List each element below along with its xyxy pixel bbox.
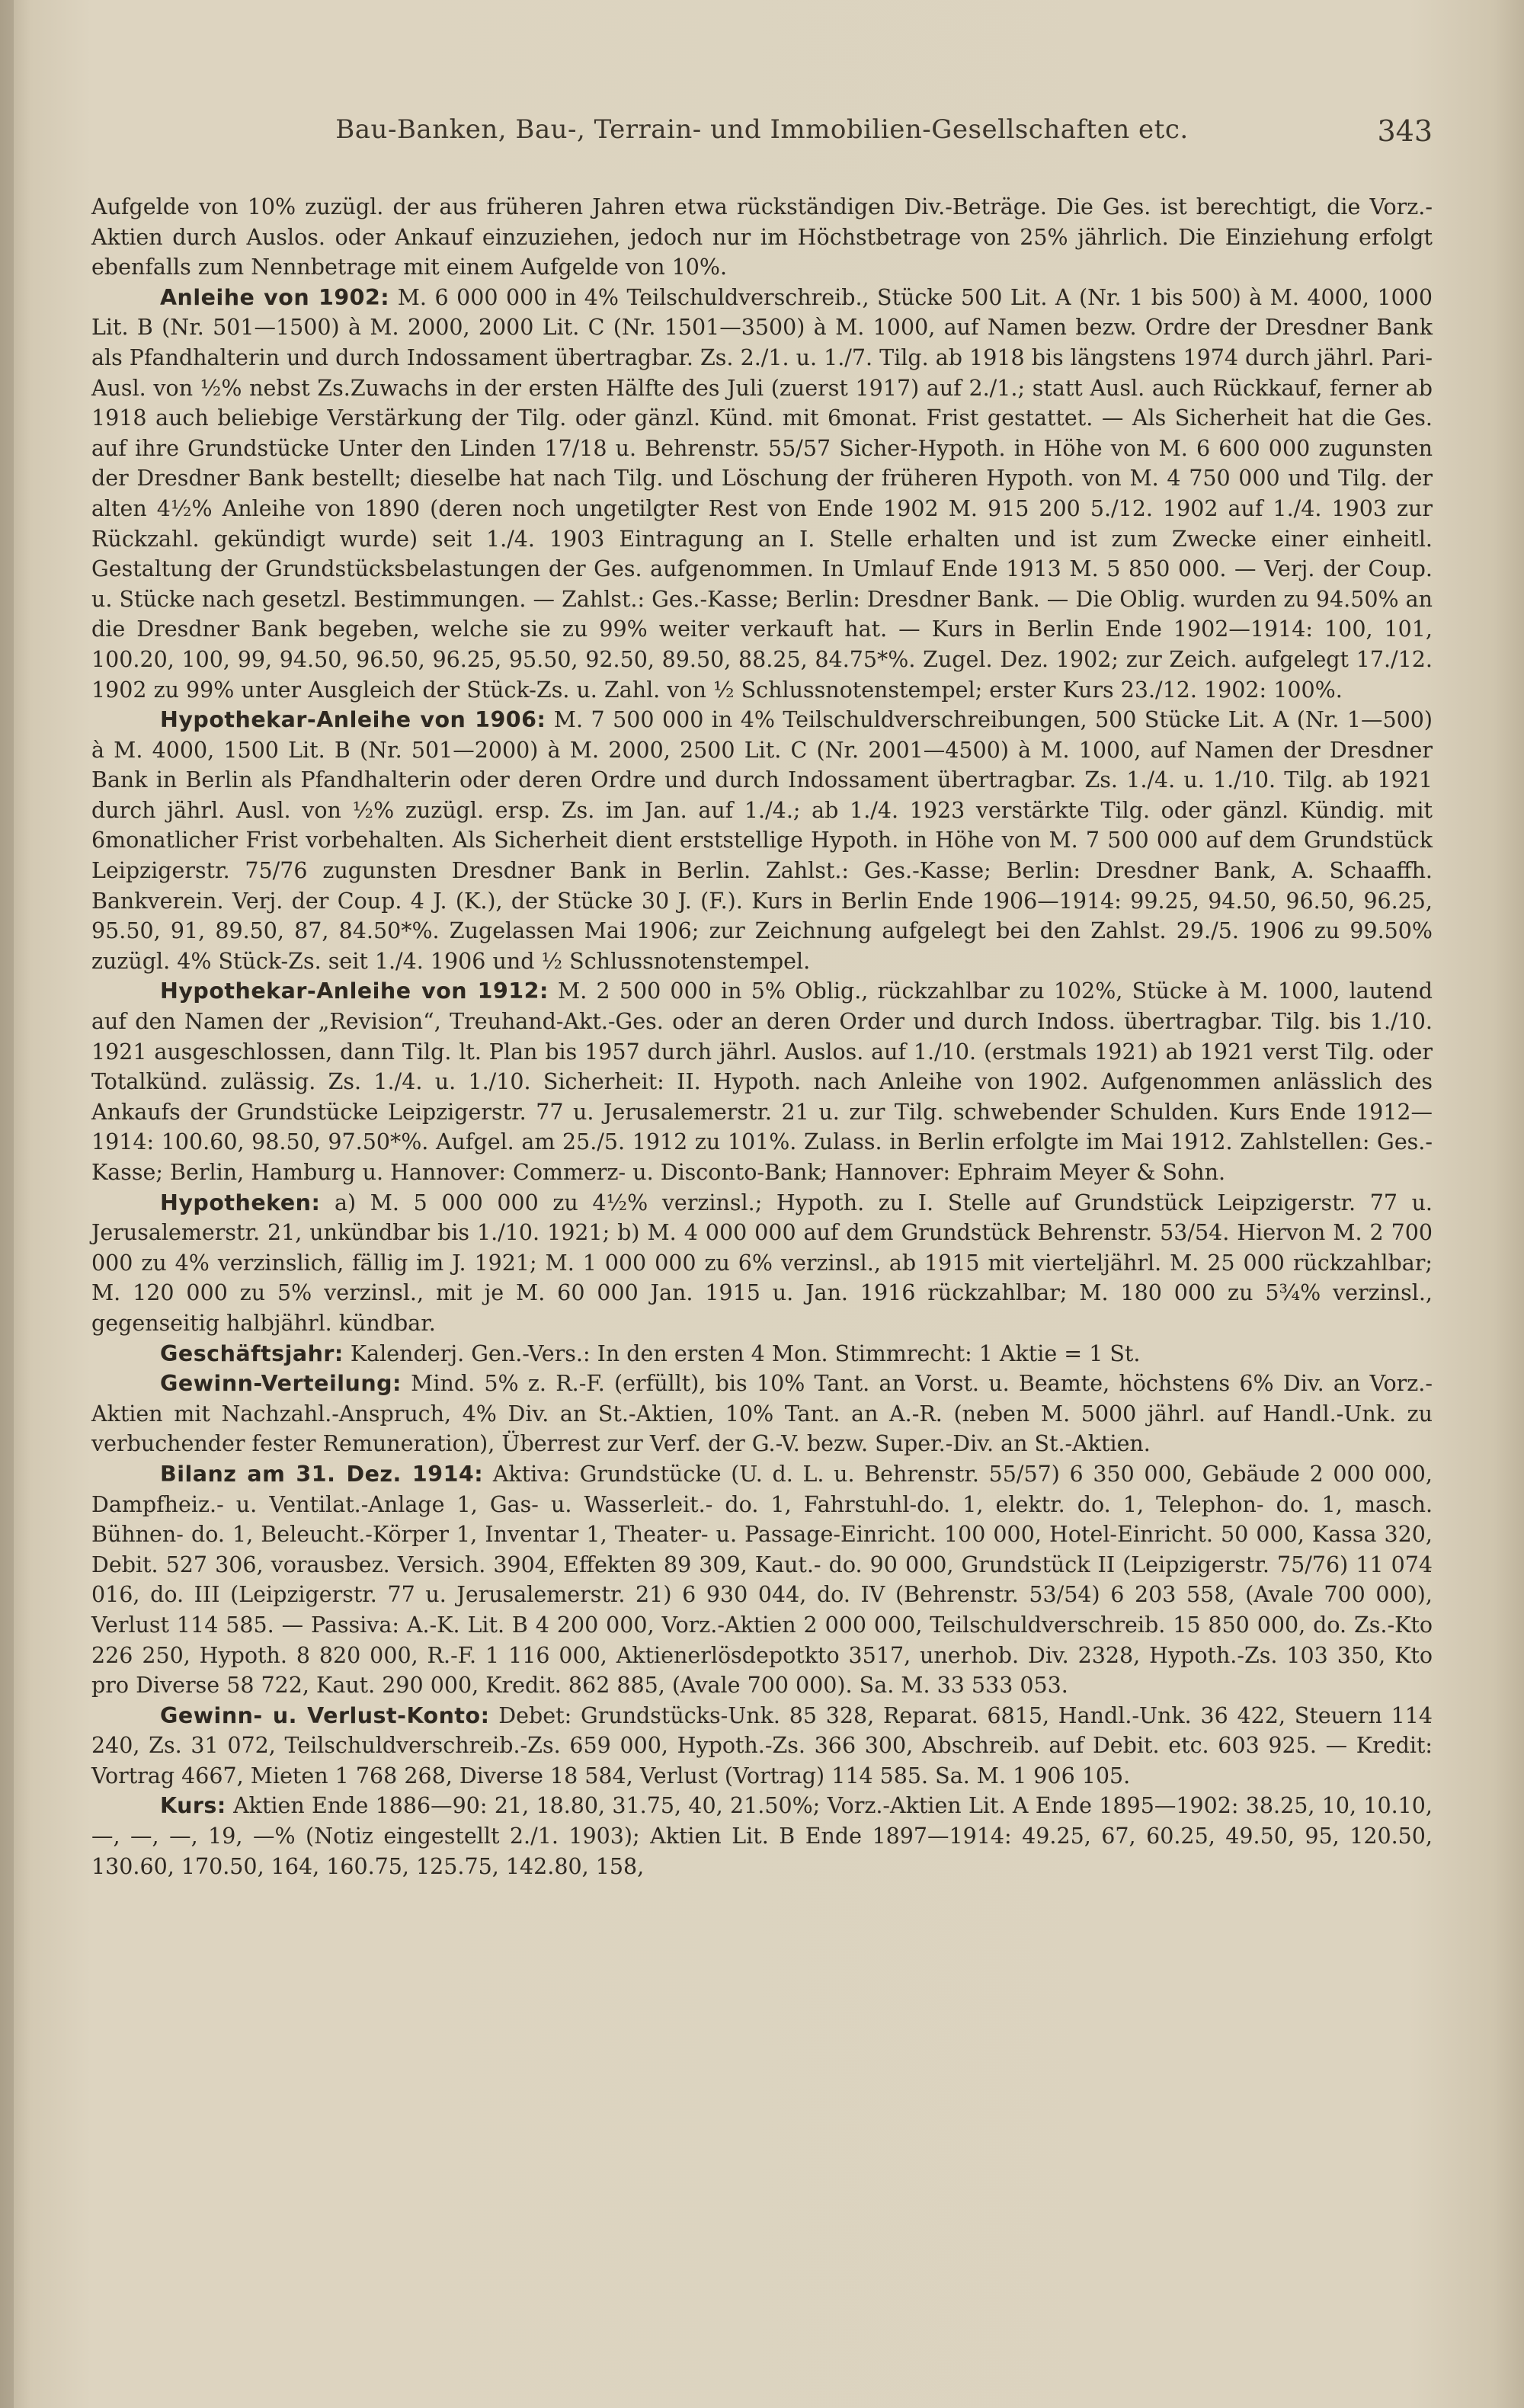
paragraph-text: Aktiva: Grundstücke (U. d. L. u. Behrenstr. 55/57) 6 350 000, Gebäude 2 000 000, Dampfheiz.- u. Ventilat.-Anlage 1, Gas- u. Wasserleit.- do. 1, Fahrstuhl-do. 1, elektr. do. 1, Telephon- do. 1, masch. Bühnen- do. 1, Beleucht.-Körper 1, Inventar 1, Theater- u. Passage-Einricht. 100 000, Hotel-Einricht. 50 000, Kassa 320, Debit. 527 306, vorausbez. Versich. 3904, Effekten 89 309, Kaut.- do. 90 000, Grundstück II (Leipzigerstr. 75/76) 11 074 016, do. III (Leipzigerstr. 77 u. Jerusalemerstr. 21) 6 930 044, do. IV (Behrenstr. 53/54) 6 203 558, (Avale 700 000), Verlust 114 585. — Passiva: A.-K. Lit. B 4 200 000, Vorz.-Aktien 2 000 000, Teilschuldverschreib. 15 850 000, do. Zs.-Kto 226 250, Hypoth. 8 820 000, R.-F. 1 116 000, Aktienerlösdepotkto 3517, unerhob. Div. 2328, Hypoth.-Zs. 103 350, Kto pro Diverse 58 722, Kaut. 290 000, Kredit. 862 885, (Avale 700 000). Sa. M. 33 533 053.: [91, 1461, 1433, 1699]
paragraph-text: M. 6 000 000 in 4% Teilschuldverschreib., Stücke 500 Lit. A (Nr. 1 bis 500) à M. 4000, 1000 Lit. B (Nr. 501—1500) à M. 2000, 2000 Lit. C (Nr. 1501—3500) à M. 1000, auf Namen bezw. Ordre der Dresdner Bank als Pfandhalterin und durch Indossament übertragbar. Zs. 2./1. u. 1./7. Tilg. ab 1918 bis längstens 1974 durch jährl. Pari-Ausl. von ½% nebst Zs.Zuwachs in der ersten Hälfte des Juli (zuerst 1917) auf 2./1.; statt Ausl. auch Rückkauf, ferner ab 1918 auch beliebige Verstärkung der Tilg. oder gänzl. Künd. mit 6monat. Frist gestattet. — Als Sicherheit hat die Ges. auf ihre Grundstücke Unter den Linden 17/18 u. Behrenstr. 55/57 Sicher-Hypoth. in Höhe von M. 6 600 000 zugunsten der Dresdner Bank bestellt; dieselbe hat nach Tilg. und Löschung der früheren Hypoth. von M. 4 750 000 und Tilg. der alten 4½% Anleihe von 1890 (deren noch ungetilgter Rest von Ende 1902 M. 915 200 5./12. 1902 auf 1./4. 1903 zur Rückzahl. gekündigt wurde) seit 1./4. 1903 Eintragung an I. Stelle erhalten und ist zum Zwecke einer einheitl. Gestaltung der Grundstücksbelastungen der Ges. aufgenommen. In Umlauf Ende 1913 M. 5 850 000. — Verj. der Coup. u. Stücke nach gesetzl. Bestimmungen. — Zahlst.: Ges.-Kasse; Berlin: Dresdner Bank. — Die Oblig. wurden zu 94.50% an die Dresdner Bank begeben, welche sie zu 99% weiter verkauft hat. — Kurs in Berlin Ende 1902—1914: 100, 101, 100.20, 100, 99, 94.50, 96.50, 96.25, 95.50, 92.50, 89.50, 88.25, 84.75*%. Zugel. Dez. 1902; zur Zeich. aufgelegt 17./12. 1902 zu 99% unter Ausgleich der Stück-Zs. u. Zahl. von ½ Schlussnotenstempel; erster Kurs 23./12. 1902: 100%.: [91, 284, 1433, 703]
paragraph-text: Debet: Grundstücks-Unk. 85 328, Reparat. 6815, Handl.-Unk. 36 422, Steuern 114 240, Zs. 31 072, Teilschuldverschreib.-Zs. 659 000, Hypoth.-Zs. 366 300, Abschreib. auf Debit. etc. 603 925. — Kredit: Vortrag 4667, Mieten 1 768 268, Diverse 18 584, Verlust (Vortrag) 114 585. Sa. M. 1 906 105.: [91, 1702, 1433, 1788]
section-heading: Anleihe von 1902:: [160, 284, 390, 310]
paragraph-hypothekar-anleihe-1912: [91, 976, 1433, 1187]
binding-gutter: [0, 0, 14, 2408]
paragraph-hypothekar-anleihe-1906: [91, 705, 1433, 976]
paragraph-text: a) M. 5 000 000 zu 4½% verzinsl.; Hypoth. zu I. Stelle auf Grundstück Leipzigerstr. 77 u. Jerusalemerstr. 21, unkündbar bis 1./10. 1921; b) M. 4 000 000 auf dem Grundstück Behrenstr. 53/54. Hiervon M. 2 700 000 zu 4% verzinslich, fällig im J. 1921; M. 1 000 000 zu 6% verzinsl., ab 1915 mit vierteljährl. M. 25 000 rückzahlbar; M. 120 000 zu 5% verzinsl., mit je M. 60 000 Jan. 1915 u. Jan. 1916 rückzahlbar; M. 180 000 zu 5¾% verzinsl., gegenseitig halbjährl. kündbar.: [91, 1190, 1433, 1336]
section-heading: Gewinn- u. Verlust-Konto:: [160, 1702, 490, 1728]
body-text: [91, 192, 1433, 1881]
paragraph-text: Mind. 5% z. R.-F. (erfüllt), bis 10% Tant. an Vorst. u. Beamte, höchstens 6% Div. an Vorz.-Aktien mit Nachzahl.-Anspruch, 4% Div. an St.-Aktien, 10% Tant. an A.-R. (neben M. 5000 jährl. auf Handl.-Unk. zu verbuchender fester Remuneration), Überrest zur Verf. der G.-V. bezw. Super.-Div. an St.-Aktien.: [91, 1371, 1433, 1457]
paragraph-kurs: [91, 1791, 1433, 1881]
section-heading: Gewinn-Verteilung:: [160, 1371, 402, 1397]
running-header: [91, 114, 1433, 148]
paragraph-text: M. 7 500 000 in 4% Teilschuldverschreibungen, 500 Stücke Lit. A (Nr. 1—500) à M. 4000, 1500 Lit. B (Nr. 501—2000) à M. 2000, 2500 Lit. C (Nr. 2001—4500) à M. 1000, auf Namen der Dresdner Bank in Berlin als Pfandhalterin oder deren Ordre und durch Indossament übertragbar. Zs. 1./4. u. 1./10. Tilg. ab 1921 durch jährl. Ausl. von ½% zuzügl. ersp. Zs. im Jan. auf 1./4.; ab 1./4. 1923 verstärkte Tilg. oder gänzl. Kündig. mit 6monatlicher Frist vorbehalten. Als Sicherheit dient erststellige Hypoth. in Höhe von M. 7 500 000 auf dem Grundstück Leipzigerstr. 75/76 zugunsten Dresdner Bank in Berlin. Zahlst.: Ges.-Kasse; Berlin: Dresdner Bank, A. Schaaffh. Bankverein. Verj. der Coup. 4 J. (K.), der Stücke 30 J. (F.). Kurs in Berlin Ende 1906—1914: 99.25, 94.50, 96.50, 96.25, 95.50, 91, 89.50, 87, 84.50*%. Zugelassen Mai 1906; zur Zeichnung aufgelegt bei den Zahlst. 29./5. 1906 zu 99.50% zuzügl. 4% Stück-Zs. seit 1./4. 1906 und ½ Schlussnotenstempel.: [91, 707, 1433, 974]
paragraph-hypotheken: [91, 1188, 1433, 1339]
header-title: Bau-Banken, Bau-, Terrain- und Immobilien-Gesellschaften etc.: [335, 114, 1189, 145]
section-heading: Hypotheken:: [160, 1190, 321, 1215]
paragraph-aufgelde: [91, 192, 1433, 283]
paragraph-geschaeftsjahr: [91, 1339, 1433, 1369]
paragraph-text: Aufgelde von 10% zuzügl. der aus früheren Jahren etwa rückständigen Div.-Beträge. Die Ges. ist berechtigt, die Vorz.-Aktien durch Auslos. oder Ankauf einzuziehen, jedoch nur im Höchstbetrage von 25% jährlich. Die Einziehung erfolgt ebenfalls zum Nennbetrage mit einem Aufgelde von 10%.: [91, 194, 1433, 280]
section-heading: Hypothekar-Anleihe von 1906:: [160, 707, 546, 733]
section-heading: Hypothekar-Anleihe von 1912:: [160, 978, 549, 1004]
page-number: 343: [1377, 114, 1433, 148]
paragraph-text: Kalenderj. Gen.-Vers.: In den ersten 4 Mon. Stimmrecht: 1 Aktie = 1 St.: [343, 1340, 1141, 1366]
paragraph-gewinn-verteilung: [91, 1369, 1433, 1459]
section-heading: Geschäftsjahr:: [160, 1340, 344, 1366]
paragraph-text: Aktien Ende 1886—90: 21, 18.80, 31.75, 40, 21.50%; Vorz.-Aktien Lit. A Ende 1895—1902: 38.25, 10, 10.10, —, —, —, 19, —% (Notiz eingestellt 2./1. 1903); Aktien Lit. B Ende 1897—1914: 49.25, 67, 60.25, 49.50, 95, 120.50, 130.60, 170.50, 164, 160.75, 125.75, 142.80, 158,: [91, 1793, 1433, 1879]
paragraph-gewinn-verlust-konto: [91, 1701, 1433, 1792]
paragraph-anleihe-1902: [91, 283, 1433, 705]
section-heading: Kurs:: [160, 1793, 226, 1819]
paragraph-bilanz-1914: [91, 1459, 1433, 1701]
section-heading: Bilanz am 31. Dez. 1914:: [160, 1461, 484, 1487]
paragraph-text: M. 2 500 000 in 5% Oblig., rückzahlbar zu 102%, Stücke à M. 1000, lautend auf den Namen der „Revision“, Treuhand-Akt.-Ges. oder an deren Order und durch Indoss. übertragbar. Tilg. bis 1./10. 1921 ausgeschlossen, dann Tilg. lt. Plan bis 1957 durch jährl. Auslos. auf 1./10. (erstmals 1921) ab 1921 verst Tilg. oder Totalkünd. zulässig. Zs. 1./4. u. 1./10. Sicherheit: II. Hypoth. nach Anleihe von 1902. Aufgenommen anlässlich des Ankaufs der Grundstücke Leipzigerstr. 77 u. Jerusalemerstr. 21 u. zur Tilg. schwebender Schulden. Kurs Ende 1912—1914: 100.60, 98.50, 97.50*%. Aufgel. am 25./5. 1912 zu 101%. Zulass. in Berlin erfolgte im Mai 1912. Zahlstellen: Ges.-Kasse; Berlin, Hamburg u. Hannover: Commerz- u. Disconto-Bank; Hannover: Ephraim Meyer & Sohn.: [91, 978, 1433, 1185]
